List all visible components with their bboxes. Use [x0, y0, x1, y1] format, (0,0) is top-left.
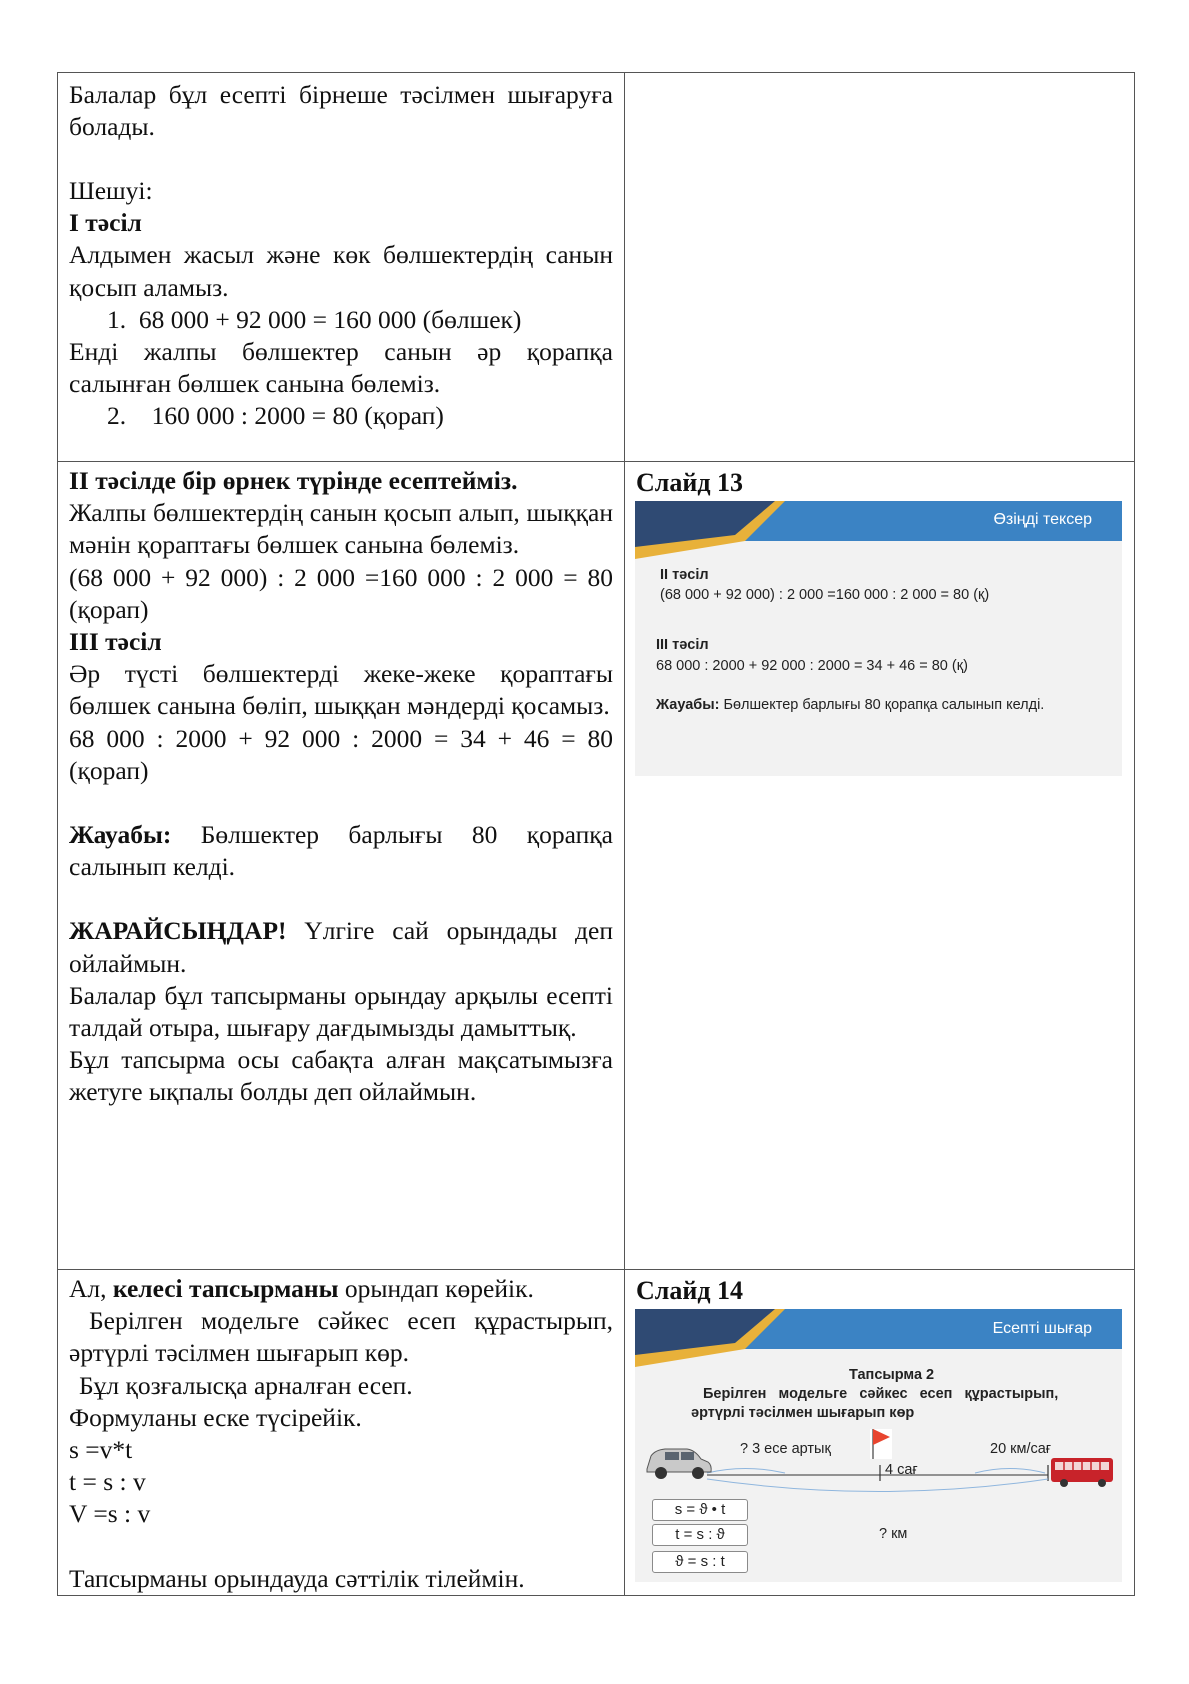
reflection-text: Бұл тапсырма осы сабақта алған мақсатымызға жетуге ықпалы болды деп ойлаймын. — [69, 1045, 613, 1107]
formula-line: V =s : v — [69, 1499, 151, 1529]
method-title: І тәсіл — [69, 208, 142, 238]
slide-cell — [625, 1270, 1135, 1596]
slide-task-text: әртүрлі тәсілмен шығарып көр — [691, 1405, 915, 1421]
step-item: 2. 160 000 : 2000 = 80 (қорап) — [107, 401, 444, 431]
slide-cell — [625, 462, 1135, 1270]
solution-label: Шешуі: — [69, 176, 153, 205]
slide-method-label: ІІ тәсіл — [660, 567, 709, 583]
formula-line: t = s : v — [69, 1467, 146, 1497]
step-item: 1. 68 000 + 92 000 = 160 000 (бөлшек) — [107, 304, 522, 334]
slide-14 — [635, 1309, 1122, 1582]
bus-speed-label: 20 км/сағ — [990, 1441, 1052, 1457]
method-text: Жалпы бөлшектердің санын қосып алып, шыққан мәнін қораптағы бөлшек санына бөлеміз. — [69, 498, 613, 560]
intro-text: Балалар бұл есепті бірнеше тәсілмен шығаруға болады. — [69, 80, 613, 142]
wish-text: Тапсырманы орындауда сәттілік тілеймін. — [69, 1563, 525, 1593]
intro-text: Ал, келесі тапсырманы орындап көрейік. — [69, 1274, 534, 1303]
method-text: Әр түсті бөлшектерді жеке-жеке қораптағы бөлшек санына бөліп, шыққан мәндерді қосамыз. — [69, 659, 613, 721]
bus-icon — [1051, 1458, 1113, 1487]
text-cell — [58, 73, 625, 462]
slide-task-text: Берілген модельге сәйкес есеп құрастырып, — [703, 1386, 1059, 1402]
method-heading: ІІ тәсілде бір өрнек түрінде есептейміз. — [69, 466, 518, 495]
lesson-table — [57, 72, 1135, 1596]
method-expression: 68 000 : 2000 + 92 000 : 2000 = 34 + 46 = 80 (қорап) — [69, 723, 613, 785]
method-expression: (68 000 + 92 000) : 2 000 =160 000 : 2 000 = 80 (қорап) — [69, 562, 613, 624]
text-cell — [58, 1270, 625, 1596]
formula-line: s =v*t — [69, 1435, 133, 1465]
reflection-text: Балалар бұл тапсырманы орындау арқылы есепті талдай отыра, шығару дағдымызды дамыттық. — [69, 980, 613, 1043]
task-text: Берілген модельге сәйкес есеп құрастырып, әртүрлі тәсілмен шығарып көр. — [69, 1306, 613, 1368]
slide-header-title: Есепті шығар — [992, 1320, 1092, 1337]
table-row — [58, 73, 1135, 462]
formula-box: ϑ = s : t — [652, 1551, 748, 1573]
table-row — [58, 462, 1135, 1270]
method-title: ІІІ тәсіл — [69, 627, 162, 657]
slide-title: Слайд 14 — [636, 1276, 743, 1305]
slide-task-title: Тапсырма 2 — [849, 1367, 935, 1383]
slide-method-label: ІІІ тәсіл — [656, 637, 709, 653]
slide-method-expression: (68 000 + 92 000) : 2 000 =160 000 : 2 000 = 80 (қ) — [660, 587, 990, 603]
formula-box: t = s : ϑ — [652, 1524, 748, 1546]
motion-text: Бұл қозғалысқа арналған есеп. — [79, 1370, 413, 1400]
text-cell — [58, 462, 625, 1270]
distance-label: ? км — [879, 1526, 908, 1542]
slide-title: Слайд 13 — [636, 468, 743, 497]
recall-text: Формуланы еске түсірейік. — [69, 1402, 362, 1432]
step-text: Енді жалпы бөлшектер санын әр қорапқа салынған бөлшек санына бөлеміз. — [69, 337, 613, 399]
car-speed-label: ? 3 есе артық — [740, 1441, 831, 1457]
step-text: Алдымен жасыл және көк бөлшектердің санын қосып аламыз. — [69, 240, 613, 302]
slide-answer: Жауабы: Бөлшектер барлығы 80 қорапқа салынып келді. — [656, 697, 1045, 713]
slide-header-title: Өзіңді тексер — [993, 511, 1092, 528]
time-label: 4 сағ — [885, 1462, 918, 1478]
car-icon — [647, 1449, 711, 1479]
table-row — [58, 1270, 1135, 1596]
slide-method-expression: 68 000 : 2000 + 92 000 : 2000 = 34 + 46 = 80 (қ) — [656, 658, 968, 674]
formula-box: s = ϑ • t — [652, 1499, 748, 1521]
slide-cell — [625, 73, 1135, 462]
answer-text: Жауабы: Бөлшектер барлығы 80 қорапқа салынып келді. — [69, 820, 613, 882]
slide-13 — [635, 501, 1122, 776]
praise-text: ЖАРАЙСЫҢДАР! Үлгіге сай орындады деп ойлаймын. — [69, 916, 613, 978]
